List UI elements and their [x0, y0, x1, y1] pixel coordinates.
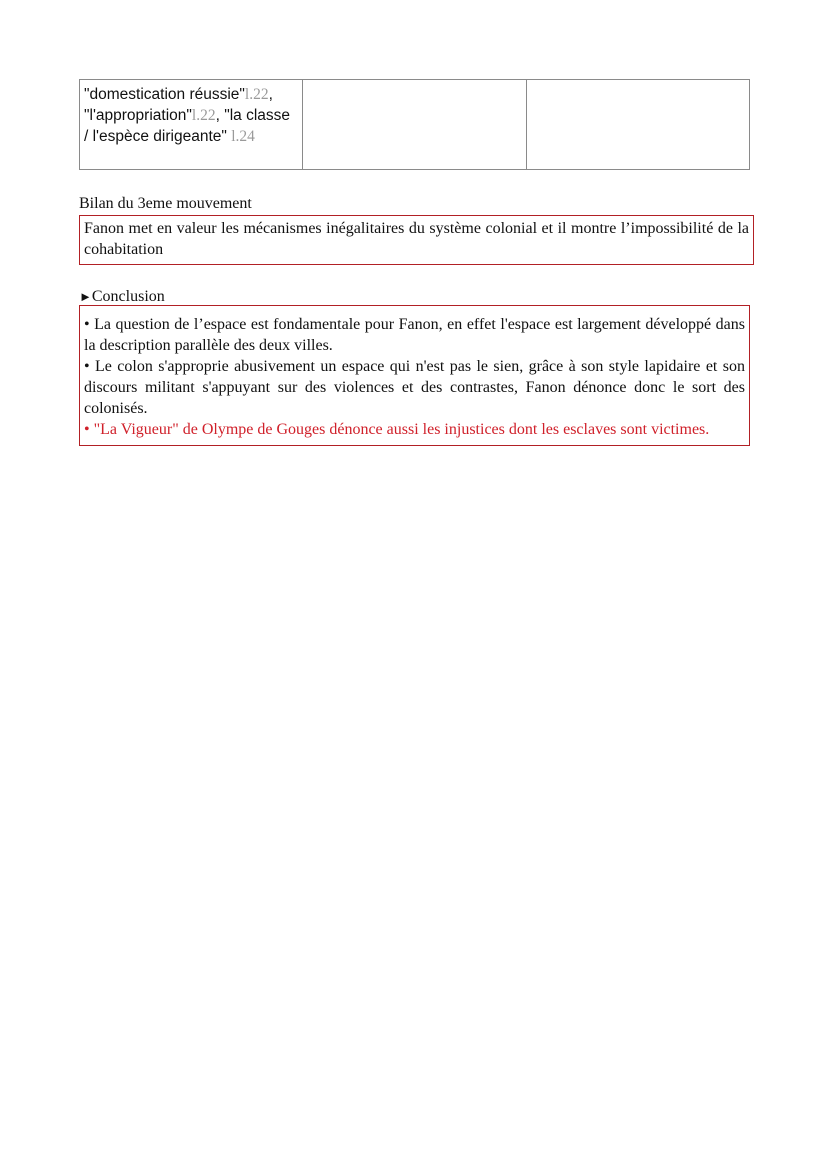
line-reference: l.22: [191, 107, 216, 124]
quote-text: , "la classe / l'espèce dirigeante": [84, 107, 290, 145]
conclusion-item: • "La Vigueur" de Olympe de Gouges dénonce aussi les injustices dont les esclaves sont victimes.: [84, 421, 710, 438]
conclusion-item: • La question de l’espace est fondamentale pour Fanon, en effet l'espace est largement développé dans la description parallèle des deux villes.: [84, 316, 745, 354]
table-cell-empty: [303, 80, 526, 170]
triangle-right-icon: ►: [79, 289, 92, 304]
conclusion-title: Conclusion: [91, 288, 165, 305]
line-reference: l.22: [244, 86, 269, 103]
conclusion-box: [79, 305, 750, 446]
analysis-table: [79, 79, 750, 170]
table-row: [80, 80, 750, 170]
table-cell-quotes: [80, 80, 303, 170]
line-reference: l.24: [231, 128, 255, 145]
quote-text: "domestication réussie": [84, 86, 245, 103]
bilan-title: Bilan du 3eme mouvement: [79, 195, 252, 212]
conclusion-item: • Le colon s'approprie abusivement un espace qui n'est pas le sien, grâce à son style lapidaire et son discours militant s'appuyant sur des violences et des contrastes, Fanon dénonce donc le sort des colonisés.: [84, 358, 745, 417]
bilan-text: Fanon met en valeur les mécanismes inégalitaires du système colonial et il montre l’impossibilité de la cohabitation: [84, 220, 749, 258]
conclusion-heading: [79, 286, 165, 307]
quote-text: , "l'appropriation": [84, 86, 273, 124]
table-cell-empty: [526, 80, 749, 170]
bilan-box: [79, 215, 754, 265]
